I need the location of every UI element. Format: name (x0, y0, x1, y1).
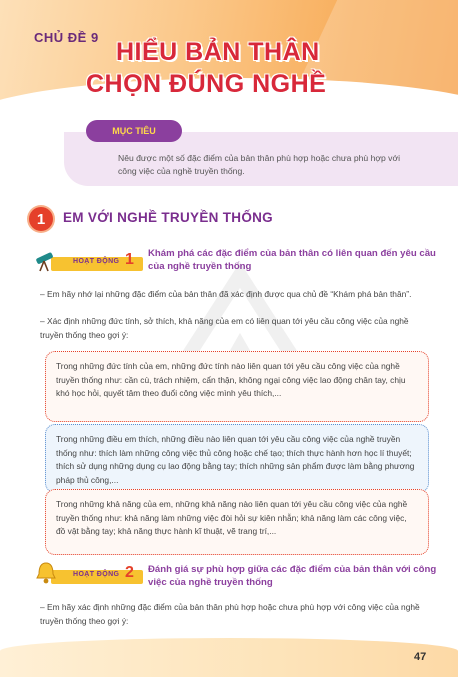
activity-2-title: Đánh giá sự phù hợp giữa các đặc điểm của bản thân với công việc của nghề truyền thống (148, 564, 437, 588)
chapter-title-line1: HIỂU BẢN THÂN (116, 38, 320, 66)
activity-1-bullet-2: – Xác định những đức tính, sở thích, khả năng của em có liên quan tới yêu cầu công việc của nghề truyền thống theo gợi ý: (40, 316, 409, 340)
activity-number: 2 (125, 564, 134, 581)
abilities-prompt-box: Trong những khả năng của em, những khả năng nào liên quan tới yêu cầu công việc của nghề truyền thống như: khả năng làm những việc đòi hỏi sự kiên nhẫn; khả năng làm các công việc, đồ vật bằng tay; khả năng thực hành kĩ thuật, vẽ trang trí,... (45, 489, 429, 555)
activity-label: HOẠT ĐỘNG (73, 571, 120, 578)
section-title: EM VỚI NGHỀ TRUYỀN THỐNG (63, 210, 273, 225)
virtues-prompt-box: Trong những đức tính của em, những đức tính nào liên quan tới yêu cầu công việc của nghề truyền thống như: cần cù, trách nhiệm, cẩn thận, không ngại công việc lao động chân tay, chịu khó học hỏi, quyết tâm theo đuổi công việc mình yêu thích,... (45, 351, 429, 422)
section-number: 1 (29, 207, 53, 231)
interests-prompt-box: Trong những điều em thích, những điều nào liên quan tới yêu cầu công việc của nghề truyền thống như: thích làm những công việc thủ công hoặc chế tạo; thích thực hành hơn học lí thuyết; thích sử dụng những dụng cụ lao động bằng tay; thích những sản phẩm được làm bằng phương pháp thủ công,... (45, 424, 429, 493)
activity-number: 1 (125, 251, 134, 268)
activity-badge-2 (33, 566, 133, 586)
activity-1-title: Khám phá các đặc điểm của bản thân có liên quan đến yêu cầu của nghề truyền thống (148, 248, 436, 272)
bell-icon (33, 560, 59, 586)
objective-label: MỤC TIÊU (86, 120, 182, 142)
activity-label: HOẠT ĐỘNG (73, 258, 120, 265)
page-number: 47 (414, 651, 427, 663)
activity-badge-1 (33, 253, 133, 273)
telescope-icon (33, 247, 59, 273)
footer-decoration (0, 638, 458, 677)
chapter-title-line2: CHỌN ĐÚNG NGHỀ (86, 70, 327, 98)
topic-label: CHỦ ĐỀ 9 (34, 30, 99, 45)
activity-1-bullet-1: – Em hãy nhớ lại những đặc điểm của bản thân đã xác định được qua chủ đề “Khám phá bản thân”. (40, 289, 412, 299)
objective-text: Nêu được một số đặc điểm của bản thân phù hợp hoặc chưa phù hợp với công việc của nghề truyền thống. (118, 153, 400, 176)
activity-2-bullet-1: – Em hãy xác định những đặc điểm của bản thân phù hợp hoặc chưa phù hợp với công việc của nghề truyền thống theo gợi ý: (40, 602, 420, 626)
